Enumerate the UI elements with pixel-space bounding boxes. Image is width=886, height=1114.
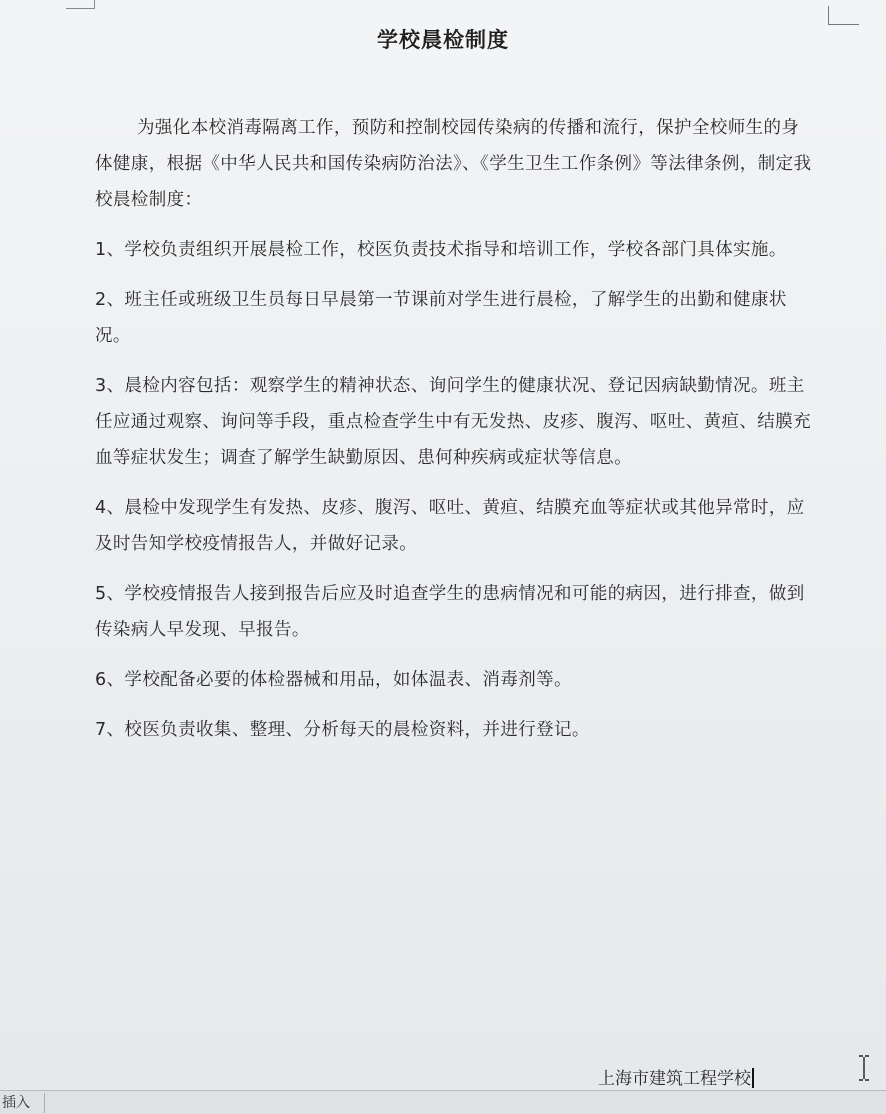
rule-item-6: 6、学校配备必要的体检器械和用品，如体温表、消毒剂等。 [95,670,572,690]
rule-item-7: 7、校医负责收集、整理、分析每天的晨检资料，并进行登记。 [95,720,590,740]
intro-paragraph: 为强化本校消毒隔离工作，预防和控制校园传染病的传播和流行，保护全校师生的身体健康，根据《中华人民共和国传染病防治法》、《学生卫生工作条例》等法律条例，制定我校晨检制度： [95,118,812,210]
insert-mode-indicator[interactable]: 插入 [0,1093,45,1113]
status-bar [0,1090,886,1114]
rule-item-5: 5、学校疫情报告人接到报告后应及时追查学生的患病情况和可能的病因，进行排查，做到传染病人早发现、早报告。 [95,584,805,640]
school-signature: 上海市建筑工程学校 [598,1069,751,1089]
text-cursor-ibeam-icon [857,1054,871,1082]
rule-item-2: 2、班主任或班级卫生员每日早晨第一节课前对学生进行晨检，了解学生的出勤和健康状况。 [95,290,787,346]
rule-item-1: 1、学校负责组织开展晨检工作，校医负责技术指导和培训工作，学校各部门具体实施。 [95,240,787,260]
document-title: 学校晨检制度 [377,28,509,52]
document-body[interactable] [95,110,815,762]
rule-item-4: 4、晨检中发现学生有发热、皮疹、腹泻、呕吐、黄疸、结膜充血等症状或其他异常时，应及时告知学校疫情报告人，并做好记录。 [95,498,805,554]
page-margin-corner-mark [66,0,95,9]
signature-line[interactable] [598,1064,754,1089]
rule-item-3: 3、晨检内容包括：观察学生的精神状态、询问学生的健康状况、登记因病缺勤情况。班主任应通过观察、询问等手段，重点检查学生中有无发热、皮疹、腹泻、呕吐、黄疸、结膜充血等症状发生；调查了解学生缺勤原因、患何种疾病或症状等信息。 [95,376,811,468]
page-margin-corner-mark [828,6,859,25]
text-caret [752,1068,754,1088]
